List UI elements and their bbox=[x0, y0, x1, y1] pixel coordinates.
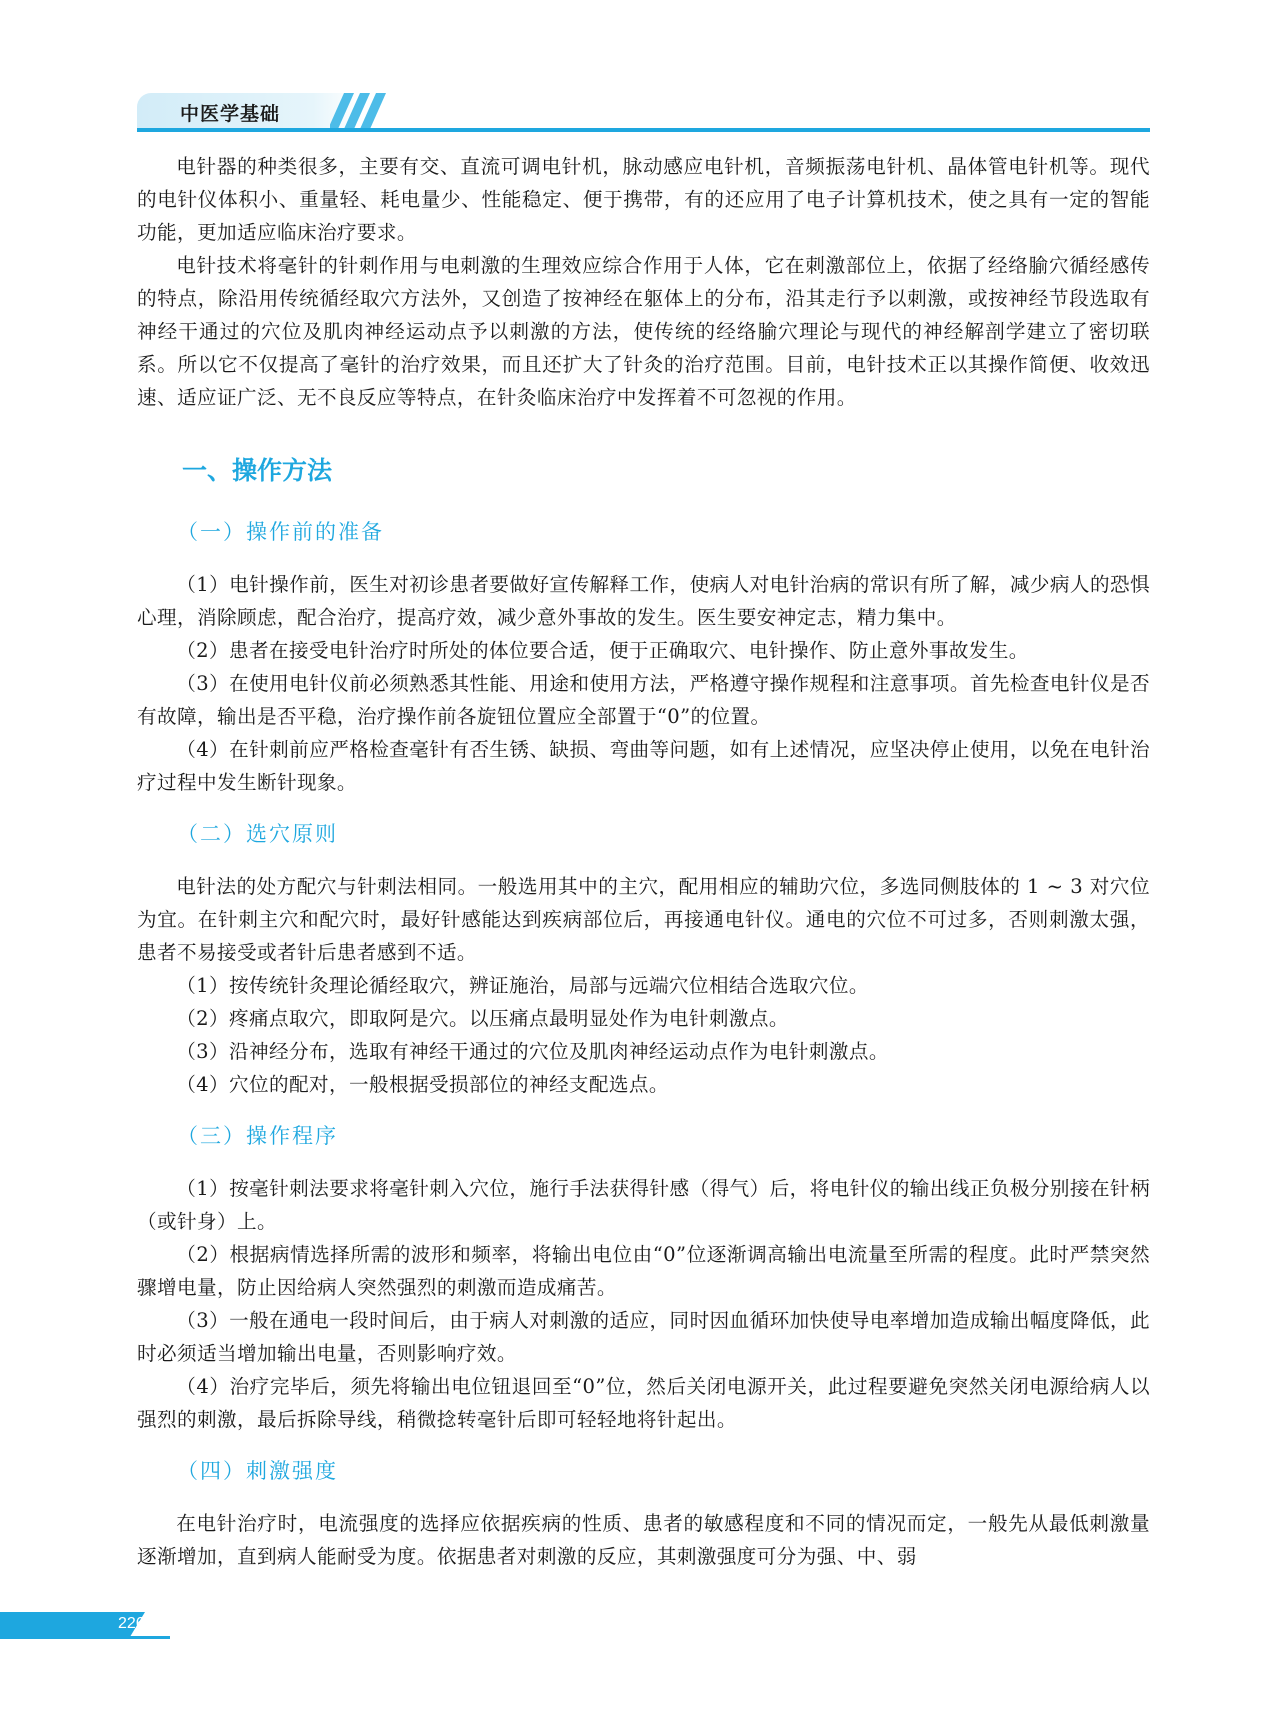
subsection-intro-paragraph: 电针法的处方配穴与针刺法相同。一般选用其中的主穴，配用相应的辅助穴位，多选同侧肢体的 1 ~ 3 对穴位为宜。在针刺主穴和配穴时，最好针感能达到疾病部位后，再接通电针仪。通电的穴位不可过多，否则刺激太强，患者不易接受或者针后患者感到不适。 bbox=[137, 875, 1150, 964]
list-item: （2）根据病情选择所需的波形和频率，将输出电位由“0”位逐渐调高输出电流量至所需的程度。此时严禁突然骤增电量，防止因给病人突然强烈的刺激而造成痛苦。 bbox=[137, 1243, 1150, 1299]
list-item: （3）一般在通电一段时间后，由于病人对刺激的适应，同时因血循环加快使导电率增加造成输出幅度降低，此时必须适当增加输出电量，否则影响疗效。 bbox=[137, 1309, 1150, 1365]
list-item: （4）在针刺前应严格检查毫针有否生锈、缺损、弯曲等问题，如有上述情况，应坚决停止使用，以免在电针治疗过程中发生断针现象。 bbox=[137, 738, 1150, 794]
list-item: （4）穴位的配对，一般根据受损部位的神经支配选点。 bbox=[176, 1073, 669, 1096]
list-item: （3）沿神经分布，选取有神经干通过的穴位及肌肉神经运动点作为电针刺激点。 bbox=[176, 1040, 889, 1063]
header-title: 中医学基础 bbox=[180, 103, 281, 125]
footer-rule bbox=[0, 1636, 170, 1639]
list-item: （2）患者在接受电针治疗时所处的体位要合适，便于正确取穴、电针操作、防止意外事故发生。 bbox=[176, 639, 1029, 662]
list-item: （1）按传统针灸理论循经取穴，辨证施治，局部与远端穴位相结合选取穴位。 bbox=[176, 974, 869, 997]
subsection-heading-procedure: （三）操作程序 bbox=[177, 1124, 338, 1148]
list-item: （4）治疗完毕后，须先将输出电位钮退回至“0”位，然后关闭电源开关，此过程要避免突然关闭电源给病人以强烈的刺激，最后拆除导线，稍微捻转毫针后即可轻轻地将针起出。 bbox=[137, 1375, 1150, 1431]
intro-paragraph-1: 电针器的种类很多，主要有交、直流可调电针机，脉动感应电针机，音频振荡电针机、晶体管电针机等。现代的电针仪体积小、重量轻、耗电量少、性能稳定、便于携带，有的还应用了电子计算机技术，使之具有一定的智能功能，更加适应临床治疗要求。 bbox=[137, 155, 1150, 244]
list-item: （3）在使用电针仪前必须熟悉其性能、用途和使用方法，严格遵守操作规程和注意事项。首先检查电针仪是否有故障，输出是否平稳，治疗操作前各旋钮位置应全部置于“0”的位置。 bbox=[137, 672, 1150, 728]
list-item: （1）电针操作前，医生对初诊患者要做好宣传解释工作，使病人对电针治病的常识有所了解，减少病人的恐惧心理，消除顾虑，配合治疗，提高疗效，减少意外事故的发生。医生要安神定志，精力集中。 bbox=[137, 573, 1150, 629]
list-item: （2）疼痛点取穴，即取阿是穴。以压痛点最明显处作为电针刺激点。 bbox=[176, 1007, 789, 1030]
header-rule bbox=[137, 128, 1150, 132]
list-item: （1）按毫针刺法要求将毫针刺入穴位，施行手法获得针感（得气）后，将电针仪的输出线正负极分别接在针柄（或针身）上。 bbox=[137, 1177, 1150, 1233]
subsection-heading-preparation: （一）操作前的准备 bbox=[177, 520, 384, 544]
page-number: 226 bbox=[118, 1615, 145, 1632]
subsection-intro-paragraph: 在电针治疗时，电流强度的选择应依据疾病的性质、患者的敏感程度和不同的情况而定，一般先从最低刺激量逐渐增加，直到病人能耐受为度。依据患者对刺激的反应，其刺激强度可分为强、中、弱 bbox=[137, 1512, 1150, 1568]
subsection-heading-stimulation-intensity: （四）刺激强度 bbox=[177, 1459, 338, 1483]
subsection-heading-point-selection: （二）选穴原则 bbox=[177, 822, 338, 846]
section-heading-operation-method: 一、操作方法 bbox=[182, 456, 333, 485]
page-content bbox=[137, 150, 1150, 1573]
header-stripes-decoration bbox=[330, 93, 400, 129]
intro-paragraph-2: 电针技术将毫针的针刺作用与电刺激的生理效应综合作用于人体，它在刺激部位上，依据了经络腧穴循经感传的特点，除沿用传统循经取穴方法外，又创造了按神经在躯体上的分布，沿其走行予以刺激，或按神经节段选取有神经干通过的穴位及肌肉神经运动点予以刺激的方法，使传统的经络腧穴理论与现代的神经解剖学建立了密切联系。所以它不仅提高了毫针的治疗效果，而且还扩大了针灸的治疗范围。目前，电针技术正以其操作简便、收效迅速、适应证广泛、无不良反应等特点，在针灸临床治疗中发挥着不可忽视的作用。 bbox=[137, 254, 1150, 409]
